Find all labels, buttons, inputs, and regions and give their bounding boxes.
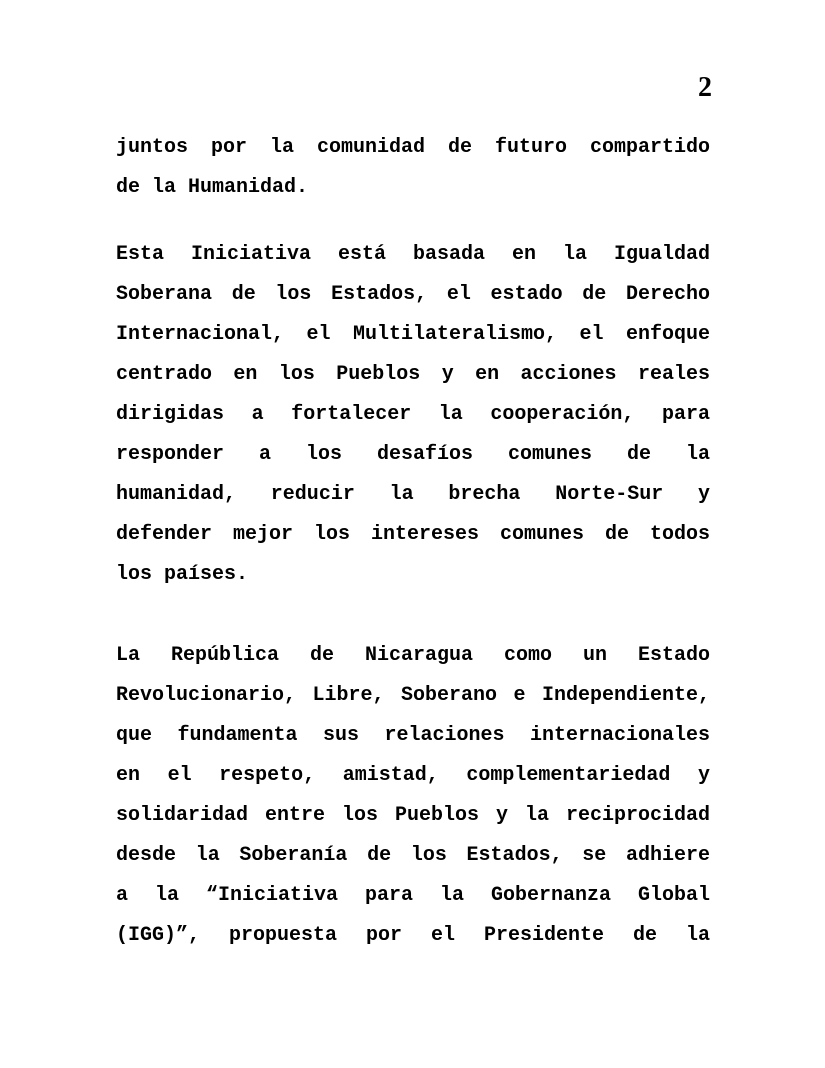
text-line: de la Humanidad. — [116, 176, 309, 199]
text-line: responder a los desafíos comunes de la — [116, 443, 710, 466]
text-line: centrado en los Pueblos y en acciones reales — [116, 363, 710, 386]
text-line: Revolucionario, Libre, Soberano e Independiente, — [116, 684, 710, 707]
text-line: (IGG)”, propuesta por el Presidente de la — [116, 924, 710, 947]
text-line: desde la Soberanía de los Estados, se adhiere — [116, 844, 710, 867]
page-number: 2 — [698, 72, 712, 103]
text-line: a la “Iniciativa para la Gobernanza Global — [116, 884, 710, 907]
text-line: defender mejor los intereses comunes de todos — [116, 523, 710, 546]
paragraph — [116, 128, 710, 208]
text-line: que fundamenta sus relaciones internacionales — [116, 724, 710, 747]
text-line: La República de Nicaragua como un Estado — [116, 644, 710, 667]
text-line: dirigidas a fortalecer la cooperación, para — [116, 403, 710, 426]
text-line: Esta Iniciativa está basada en la Igualdad — [116, 243, 710, 266]
paragraph — [116, 235, 710, 595]
text-line: los países. — [116, 563, 249, 586]
text-line: humanidad, reducir la brecha Norte-Sur y — [116, 483, 710, 506]
paragraph — [116, 636, 710, 956]
text-line: juntos por la comunidad de futuro compartido — [116, 136, 710, 159]
text-line: en el respeto, amistad, complementariedad y — [116, 764, 710, 787]
document-body — [116, 128, 710, 956]
text-line: Soberana de los Estados, el estado de Derecho — [116, 283, 710, 306]
text-line: Internacional, el Multilateralismo, el enfoque — [116, 323, 710, 346]
text-line: solidaridad entre los Pueblos y la reciprocidad — [116, 804, 710, 827]
